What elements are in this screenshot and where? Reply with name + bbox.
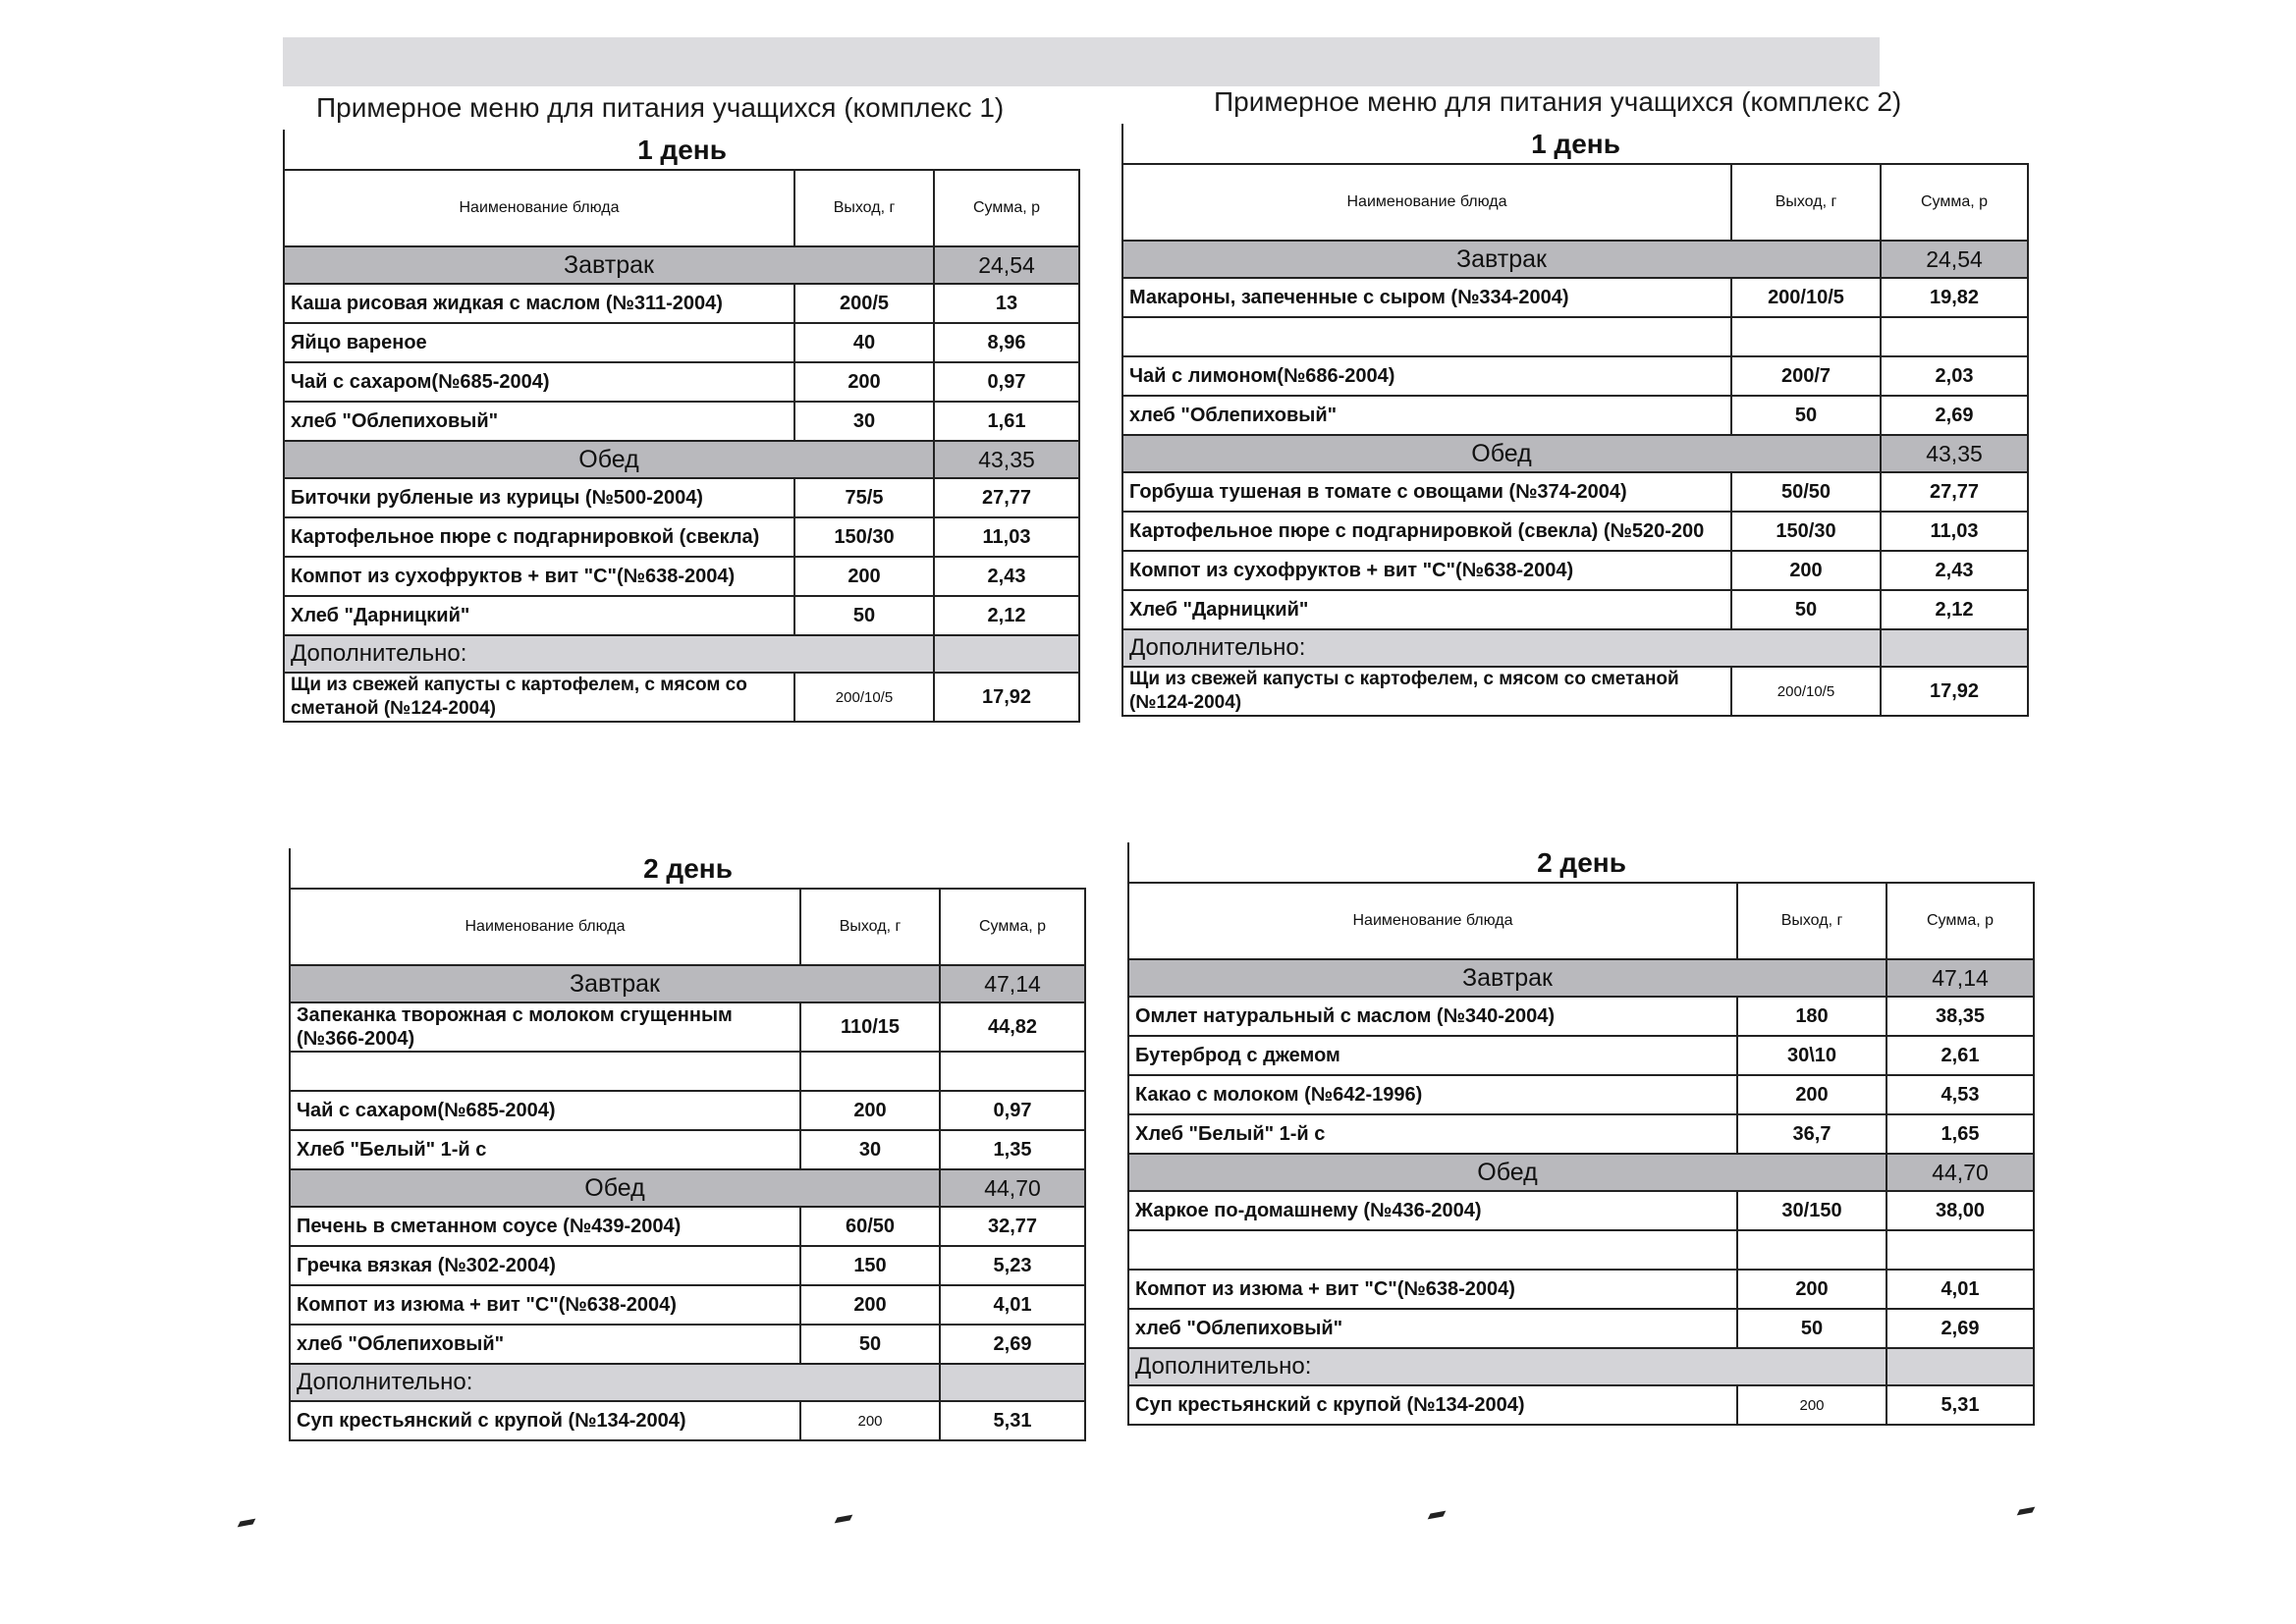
scan-mark (2017, 1507, 2036, 1516)
menu-item-row (290, 1130, 1085, 1169)
menu-item-row (1128, 1191, 2034, 1230)
dish-sum: 4,53 (1886, 1075, 2034, 1114)
header-yield: Выход, г (1737, 883, 1886, 959)
dish-yield: 200 (794, 362, 934, 402)
dish-sum: 1,61 (934, 402, 1079, 441)
dish-sum: 5,31 (1886, 1385, 2034, 1425)
section-label: Завтрак (284, 246, 934, 284)
dish-name (1122, 317, 1731, 356)
dish-yield: 30 (794, 402, 934, 441)
dish-yield: 150/30 (794, 517, 934, 557)
header-yield: Выход, г (800, 889, 940, 965)
dish-yield: 75/5 (794, 478, 934, 517)
menu-item-row (284, 402, 1079, 441)
complex-2-title: Примерное меню для питания учащихся (комплекс 2) (1214, 86, 1902, 117)
dish-sum: 2,61 (1886, 1036, 2034, 1075)
dish-name: Суп крестьянский с крупой (№134-2004) (290, 1401, 800, 1440)
extra-empty (1886, 1348, 2034, 1385)
section-total: 24,54 (1881, 241, 2028, 278)
menu-item-row (1122, 512, 2028, 551)
section-breakfast (284, 246, 1079, 284)
dish-name: Картофельное пюре с подгарнировкой (свекла) (№520-200 (1122, 512, 1731, 551)
menu-item-row (284, 362, 1079, 402)
section-total: 43,35 (934, 441, 1079, 478)
header-row (1128, 883, 2034, 959)
day-row (284, 130, 1079, 170)
dish-sum: 19,82 (1881, 278, 2028, 317)
dish-sum (940, 1052, 1085, 1091)
dish-name: Хлеб "Белый" 1-й с (1128, 1114, 1737, 1154)
extra-item-row (1128, 1385, 2034, 1425)
scan-mark (1428, 1511, 1447, 1520)
section-total: 24,54 (934, 246, 1079, 284)
dish-sum: 17,92 (934, 673, 1079, 722)
extra-label: Дополнительно: (284, 635, 934, 673)
dish-name: Щи из свежей капусты с картофелем, с мясом со сметаной (№124-2004) (1122, 667, 1731, 716)
dish-sum: 4,01 (940, 1285, 1085, 1325)
dish-sum: 2,69 (940, 1325, 1085, 1364)
dish-sum: 1,35 (940, 1130, 1085, 1169)
menu-item-row (1128, 1309, 2034, 1348)
dish-yield: 200/10/5 (1731, 667, 1881, 716)
section-label: Завтрак (1128, 959, 1886, 997)
header-sum: Сумма, р (934, 170, 1079, 246)
menu-item-row (1128, 1036, 2034, 1075)
dish-sum: 11,03 (934, 517, 1079, 557)
menu-item-row (1122, 590, 2028, 629)
section-label: Обед (290, 1169, 940, 1207)
section-label: Завтрак (290, 965, 940, 1002)
dish-sum (1881, 317, 2028, 356)
dish-name: Компот из сухофруктов + вит "С"(№638-2004) (284, 557, 794, 596)
dish-name: Чай с лимоном(№686-2004) (1122, 356, 1731, 396)
dish-yield: 30/150 (1737, 1191, 1886, 1230)
section-label: Обед (284, 441, 934, 478)
dish-yield: 200 (1737, 1270, 1886, 1309)
extra-item-row (284, 673, 1079, 722)
dish-yield: 200 (1737, 1385, 1886, 1425)
dish-name: Запеканка творожная с молоком сгущенным (№366-2004) (290, 1002, 800, 1052)
dish-name: Биточки рубленые из курицы (№500-2004) (284, 478, 794, 517)
dish-name: Компот из сухофруктов + вит "С"(№638-2004) (1122, 551, 1731, 590)
dish-name: Жаркое по-домашнему (№436-2004) (1128, 1191, 1737, 1230)
dish-sum: 2,69 (1886, 1309, 2034, 1348)
dish-sum: 2,12 (1881, 590, 2028, 629)
menu-table-complex1-day2 (289, 848, 1086, 1441)
dish-sum: 0,97 (940, 1091, 1085, 1130)
menu-table-complex2-day1 (1121, 124, 2029, 717)
menu-item-row (290, 1002, 1085, 1052)
extra-empty (934, 635, 1079, 673)
dish-yield: 60/50 (800, 1207, 940, 1246)
dish-yield: 50 (800, 1325, 940, 1364)
complex-1-title: Примерное меню для питания учащихся (комплекс 1) (316, 92, 1005, 123)
dish-name (1128, 1230, 1737, 1270)
dish-yield: 200/10/5 (1731, 278, 1881, 317)
menu-item-row (290, 1246, 1085, 1285)
dish-sum: 27,77 (1881, 472, 2028, 512)
dish-sum: 27,77 (934, 478, 1079, 517)
header-sum: Сумма, р (940, 889, 1085, 965)
dish-name: Компот из изюма + вит "С"(№638-2004) (1128, 1270, 1737, 1309)
dish-sum: 13 (934, 284, 1079, 323)
dish-yield (800, 1052, 940, 1091)
dish-sum: 32,77 (940, 1207, 1085, 1246)
scan-gray-band (283, 37, 1880, 86)
dish-name: Хлеб "Дарницкий" (284, 596, 794, 635)
dish-yield: 200 (800, 1285, 940, 1325)
dish-yield: 150/30 (1731, 512, 1881, 551)
dish-sum: 2,12 (934, 596, 1079, 635)
menu-item-row (284, 323, 1079, 362)
menu-item-row (1128, 1075, 2034, 1114)
day-row (1128, 842, 2034, 883)
section-extra (1122, 629, 2028, 667)
dish-name: Гречка вязкая (№302-2004) (290, 1246, 800, 1285)
section-total: 44,70 (1886, 1154, 2034, 1191)
dish-yield: 200/5 (794, 284, 934, 323)
dish-name: Чай с сахаром(№685-2004) (284, 362, 794, 402)
section-lunch (1122, 435, 2028, 472)
dish-sum: 2,43 (934, 557, 1079, 596)
dish-name: хлеб "Облепиховый" (284, 402, 794, 441)
dish-name: Яйцо вареное (284, 323, 794, 362)
section-label: Обед (1122, 435, 1881, 472)
header-row (1122, 164, 2028, 241)
section-lunch (290, 1169, 1085, 1207)
menu-item-row (1128, 997, 2034, 1036)
dish-sum: 2,43 (1881, 551, 2028, 590)
dish-yield: 50 (794, 596, 934, 635)
header-name: Наименование блюда (1128, 883, 1737, 959)
dish-sum: 4,01 (1886, 1270, 2034, 1309)
menu-item-row (284, 557, 1079, 596)
section-extra (1128, 1348, 2034, 1385)
dish-yield: 150 (800, 1246, 940, 1285)
dish-name: Щи из свежей капусты с картофелем, с мясом со сметаной (№124-2004) (284, 673, 794, 722)
dish-sum: 8,96 (934, 323, 1079, 362)
section-breakfast (290, 965, 1085, 1002)
menu-item-row (1128, 1114, 2034, 1154)
dish-sum: 44,82 (940, 1002, 1085, 1052)
menu-item-row (1122, 396, 2028, 435)
dish-yield: 110/15 (800, 1002, 940, 1052)
section-total: 44,70 (940, 1169, 1085, 1207)
dish-yield (1731, 317, 1881, 356)
menu-item-row (1122, 317, 2028, 356)
section-breakfast (1122, 241, 2028, 278)
extra-item-row (290, 1401, 1085, 1440)
dish-yield: 180 (1737, 997, 1886, 1036)
header-yield: Выход, г (1731, 164, 1881, 241)
dish-name: Каша рисовая жидкая с маслом (№311-2004) (284, 284, 794, 323)
menu-item-row (284, 478, 1079, 517)
menu-item-row (1122, 356, 2028, 396)
dish-name: хлеб "Облепиховый" (290, 1325, 800, 1364)
extra-label: Дополнительно: (290, 1364, 940, 1401)
section-total: 47,14 (1886, 959, 2034, 997)
section-label: Завтрак (1122, 241, 1881, 278)
dish-yield: 50 (1731, 396, 1881, 435)
menu-item-row (290, 1325, 1085, 1364)
dish-name: Компот из изюма + вит "С"(№638-2004) (290, 1285, 800, 1325)
dish-yield: 200/10/5 (794, 673, 934, 722)
dish-sum: 5,31 (940, 1401, 1085, 1440)
dish-yield: 50 (1731, 590, 1881, 629)
section-lunch (1128, 1154, 2034, 1191)
dish-yield: 30 (800, 1130, 940, 1169)
menu-table-complex1-day1 (283, 130, 1080, 723)
dish-yield: 36,7 (1737, 1114, 1886, 1154)
dish-sum: 17,92 (1881, 667, 2028, 716)
section-breakfast (1128, 959, 2034, 997)
extra-item-row (1122, 667, 2028, 716)
scan-mark (238, 1519, 256, 1528)
dish-name: Картофельное пюре с подгарнировкой (свекла) (284, 517, 794, 557)
dish-name: Хлеб "Белый" 1-й с (290, 1130, 800, 1169)
day-row (1122, 124, 2028, 164)
menu-item-row (284, 517, 1079, 557)
dish-yield: 200 (800, 1401, 940, 1440)
dish-sum: 11,03 (1881, 512, 2028, 551)
dish-sum: 38,00 (1886, 1191, 2034, 1230)
dish-sum: 2,69 (1881, 396, 2028, 435)
menu-item-row (290, 1052, 1085, 1091)
dish-name: Суп крестьянский с крупой (№134-2004) (1128, 1385, 1737, 1425)
scan-mark (835, 1515, 853, 1524)
dish-yield: 200 (800, 1091, 940, 1130)
dish-sum: 0,97 (934, 362, 1079, 402)
dish-name: Макароны, запеченные с сыром (№334-2004) (1122, 278, 1731, 317)
dish-yield: 50 (1737, 1309, 1886, 1348)
day-title: 1 день (1122, 124, 2028, 164)
dish-yield: 200 (1731, 551, 1881, 590)
dish-name: Бутерброд с джемом (1128, 1036, 1737, 1075)
dish-sum: 38,35 (1886, 997, 2034, 1036)
dish-yield: 200/7 (1731, 356, 1881, 396)
day-title: 1 день (284, 130, 1079, 170)
dish-name: Чай с сахаром(№685-2004) (290, 1091, 800, 1130)
header-yield: Выход, г (794, 170, 934, 246)
day-title: 2 день (290, 848, 1085, 889)
dish-name: Омлет натуральный с маслом (№340-2004) (1128, 997, 1737, 1036)
day-row (290, 848, 1085, 889)
dish-name: Какао с молоком (№642-1996) (1128, 1075, 1737, 1114)
header-sum: Сумма, р (1881, 164, 2028, 241)
section-lunch (284, 441, 1079, 478)
extra-empty (940, 1364, 1085, 1401)
day-title: 2 день (1128, 842, 2034, 883)
dish-sum: 2,03 (1881, 356, 2028, 396)
dish-yield (1737, 1230, 1886, 1270)
dish-sum: 5,23 (940, 1246, 1085, 1285)
section-total: 43,35 (1881, 435, 2028, 472)
dish-yield: 30\10 (1737, 1036, 1886, 1075)
header-name: Наименование блюда (1122, 164, 1731, 241)
dish-yield: 50/50 (1731, 472, 1881, 512)
extra-empty (1881, 629, 2028, 667)
header-row (284, 170, 1079, 246)
header-name: Наименование блюда (290, 889, 800, 965)
section-extra (290, 1364, 1085, 1401)
header-sum: Сумма, р (1886, 883, 2034, 959)
dish-sum: 1,65 (1886, 1114, 2034, 1154)
menu-item-row (284, 596, 1079, 635)
section-total: 47,14 (940, 965, 1085, 1002)
dish-name: хлеб "Облепиховый" (1122, 396, 1731, 435)
dish-yield: 200 (794, 557, 934, 596)
dish-name: Хлеб "Дарницкий" (1122, 590, 1731, 629)
header-name: Наименование блюда (284, 170, 794, 246)
menu-item-row (1122, 278, 2028, 317)
menu-item-row (284, 284, 1079, 323)
dish-yield: 200 (1737, 1075, 1886, 1114)
dish-name: Печень в сметанном соусе (№439-2004) (290, 1207, 800, 1246)
dish-yield: 40 (794, 323, 934, 362)
section-extra (284, 635, 1079, 673)
extra-label: Дополнительно: (1122, 629, 1881, 667)
header-row (290, 889, 1085, 965)
menu-item-row (290, 1285, 1085, 1325)
menu-item-row (1122, 472, 2028, 512)
dish-name: Горбуша тушеная в томате с овощами (№374-2004) (1122, 472, 1731, 512)
menu-item-row (1128, 1230, 2034, 1270)
dish-name: хлеб "Облепиховый" (1128, 1309, 1737, 1348)
menu-item-row (290, 1207, 1085, 1246)
dish-sum (1886, 1230, 2034, 1270)
menu-item-row (1128, 1270, 2034, 1309)
extra-label: Дополнительно: (1128, 1348, 1886, 1385)
menu-item-row (1122, 551, 2028, 590)
menu-item-row (290, 1091, 1085, 1130)
dish-name (290, 1052, 800, 1091)
menu-table-complex2-day2 (1127, 842, 2035, 1426)
section-label: Обед (1128, 1154, 1886, 1191)
